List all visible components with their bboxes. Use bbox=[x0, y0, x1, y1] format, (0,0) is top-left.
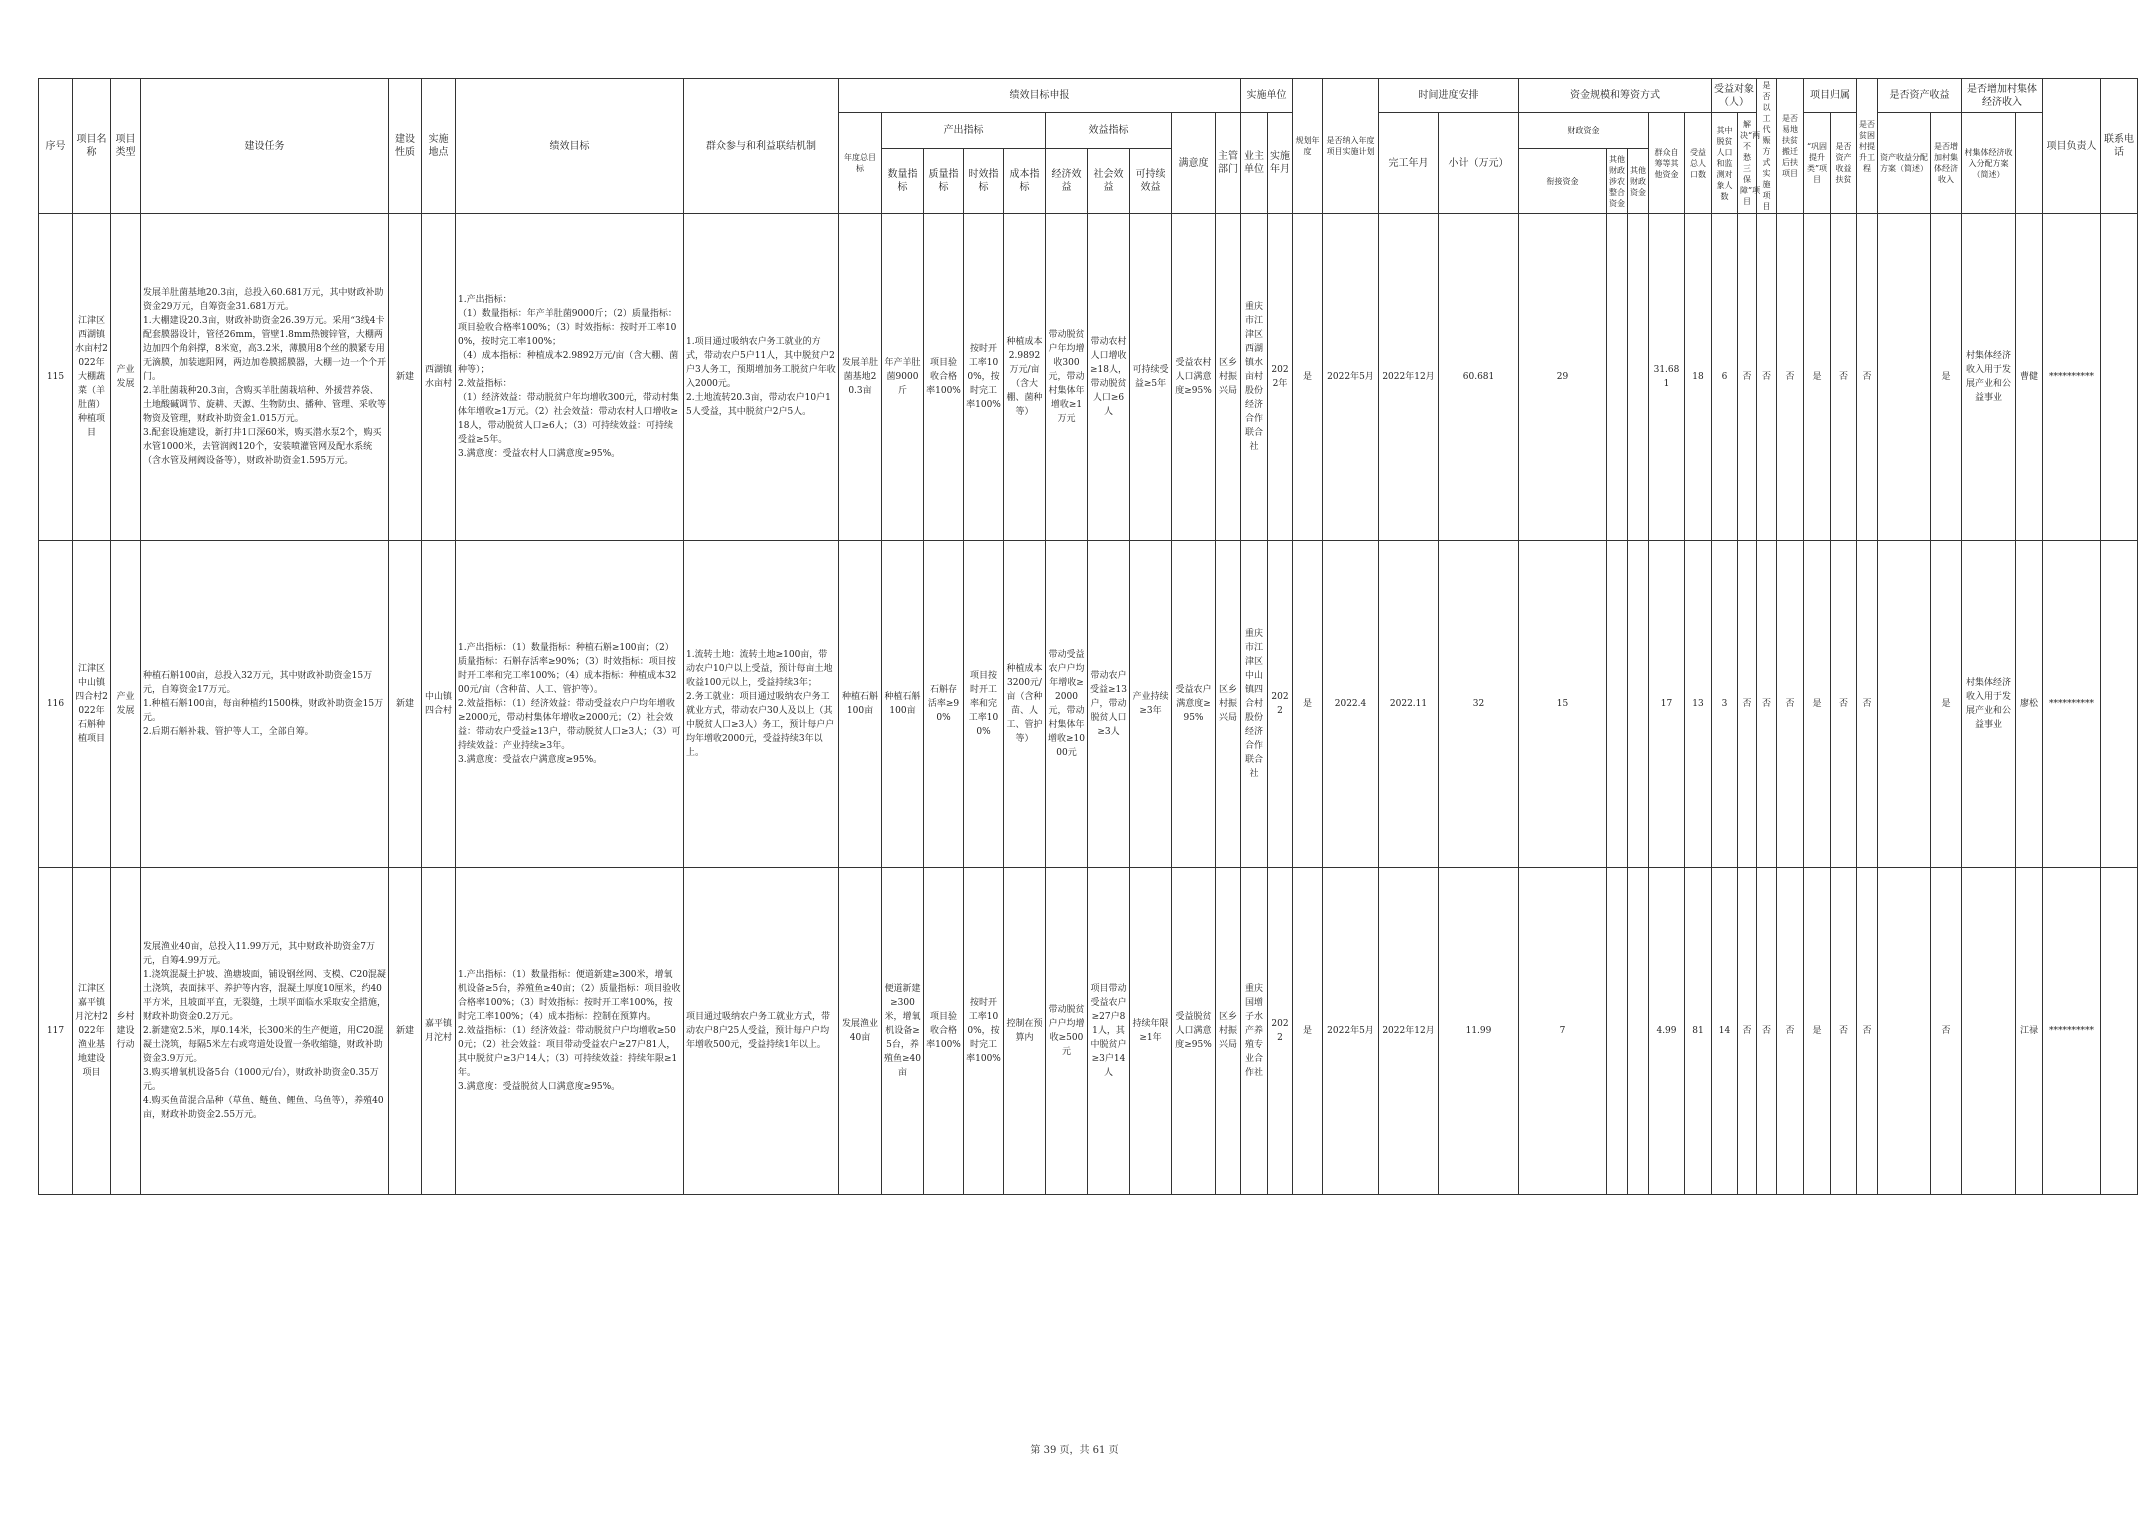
cell-remark bbox=[2101, 214, 2138, 541]
cell-subtotal: 11.99 bbox=[1439, 868, 1519, 1195]
cell-type: 产业发展 bbox=[111, 214, 141, 541]
header-asset-group: 是否资产收益 bbox=[1878, 79, 1962, 113]
header-econ: 经济效益 bbox=[1046, 149, 1088, 214]
cell-type: 产业发展 bbox=[111, 541, 141, 868]
header-perf-group: 绩效目标申报 bbox=[839, 79, 1241, 113]
cell-fiscal-link: 15 bbox=[1519, 541, 1607, 868]
cell-asset-plan bbox=[1878, 214, 1931, 541]
cell-collective-flag: 是 bbox=[1931, 214, 1962, 541]
header-collective-group: 是否增加村集体经济收入 bbox=[1962, 79, 2043, 113]
cell-qty: 种植石斛100亩 bbox=[882, 541, 924, 868]
header-name: 项目名称 bbox=[73, 79, 111, 214]
cell-cost: 种植成本2.9892万元/亩（含大棚、菌种等） bbox=[1004, 214, 1046, 541]
cell-owner: 江禄 bbox=[2016, 868, 2043, 1195]
cell-benef-total: 81 bbox=[1685, 868, 1712, 1195]
cell-owner: 曹健 bbox=[2016, 214, 2043, 541]
cell-workrelief: 否 bbox=[1738, 541, 1757, 868]
header-social: 社会效益 bbox=[1088, 149, 1130, 214]
cell-remark bbox=[2101, 541, 2138, 868]
cell-sustain: 持续年限≥1年 bbox=[1130, 868, 1172, 1195]
cell-social: 带动农户受益≥13户，带动脱贫人口≥3人 bbox=[1088, 541, 1130, 868]
cell-collective-plan bbox=[1962, 868, 2016, 1195]
cell-included: 是 bbox=[1293, 214, 1323, 541]
header-annual-goal: 年度总目标 bbox=[839, 113, 882, 214]
cell-start: 2022年5月 bbox=[1323, 868, 1379, 1195]
cell-unit-owner: 重庆市江津区中山镇四合村股份经济合作联合社 bbox=[1241, 541, 1268, 868]
cell-assist-south: 否 bbox=[1757, 868, 1777, 1195]
header-type: 项目类型 bbox=[111, 79, 141, 214]
header-cost: 成本指标 bbox=[1004, 149, 1046, 214]
cell-collective-flag: 是 bbox=[1931, 541, 1962, 868]
header-qty: 数量指标 bbox=[882, 149, 924, 214]
cell-finish: 2022.11 bbox=[1379, 541, 1439, 868]
cell-name: 江津区嘉平镇月沱村2022年渔业基地建设项目 bbox=[73, 868, 111, 1195]
cell-unit-dept: 区乡村振兴局 bbox=[1216, 214, 1241, 541]
header-quality: 质量指标 bbox=[924, 149, 964, 214]
cell-plan-year: 2022 bbox=[1268, 541, 1293, 868]
cell-plan-year: 2022 bbox=[1268, 868, 1293, 1195]
table-header bbox=[39, 79, 2138, 214]
cell-fiscal-other-agri bbox=[1607, 541, 1628, 868]
header-benef-poor: 其中脱贫人口和监测对象人数 bbox=[1712, 113, 1738, 214]
cell-included: 是 bbox=[1293, 541, 1323, 868]
cell-quality: 项目验收合格率100% bbox=[924, 214, 964, 541]
cell-finish: 2022年12月 bbox=[1379, 868, 1439, 1195]
cell-self-raised: 4.99 bbox=[1649, 868, 1685, 1195]
header-asset-plan: 资产收益分配方案（简述） bbox=[1878, 113, 1931, 214]
page-footer: 第 39 页，共 61 页 bbox=[1030, 1445, 1119, 1456]
cell-village-flag: 否 bbox=[1831, 541, 1857, 868]
cell-asset-plan bbox=[1878, 541, 1931, 868]
cell-finish: 2022年12月 bbox=[1379, 214, 1439, 541]
cell-quality: 项目验收合格率100% bbox=[924, 868, 964, 1195]
table-body bbox=[39, 214, 2138, 1195]
cell-time: 按时开工率100%，按时完工率100% bbox=[964, 868, 1004, 1195]
header-benefit-group: 效益指标 bbox=[1046, 113, 1172, 149]
header-output-group: 产出指标 bbox=[882, 113, 1046, 149]
project-table bbox=[38, 78, 2138, 1195]
cell-satisfaction: 受益农户满意度≥95% bbox=[1172, 541, 1216, 868]
header-phone: 联系电话 bbox=[2101, 79, 2138, 214]
cell-social: 带动农村人口增收≥18人，带动脱贫人口≥6人 bbox=[1088, 214, 1130, 541]
cell-location: 嘉平镇月沱村 bbox=[422, 868, 456, 1195]
cell-self-raised: 17 bbox=[1649, 541, 1685, 868]
cell-qty: 年产羊肚菌9000斤 bbox=[882, 214, 924, 541]
cell-fiscal-other bbox=[1628, 541, 1649, 868]
cell-annual-goal: 发展羊肚菌基地20.3亩 bbox=[839, 214, 882, 541]
cell-goal: 1.产出指标：（1）数量指标：便道新建≥300米，增氧机设备≥5台，养殖鱼≥40亩；（2）质量指标：项目验收合格率100%；（3）时效指标：按时开工率100%，按时完工率100%；（4）成本指标：控制在预算内。 2.效益指标：（1）经济效益：带动脱贫户户均增收≥500元；（2）社会效益：项目带动受益农户≥27户81人，其中脱贫户≥3户14人；（3）可持续效益：持续年限≥1年。 3.满意度：受益脱贫人口满意度≥95%。 bbox=[456, 868, 684, 1195]
cell-time: 项目按时开工率和完工率100% bbox=[964, 541, 1004, 868]
cell-village-flag: 否 bbox=[1831, 868, 1857, 1195]
header-owner: 项目负责人 bbox=[2043, 79, 2101, 214]
cell-name: 江津区中山镇四合村2022年石斛种植项目 bbox=[73, 541, 111, 868]
header-fiscal-group: 财政资金 bbox=[1519, 113, 1649, 149]
header-workrelief: 是否以工代赈方式实施项目 bbox=[1757, 79, 1777, 214]
table-row bbox=[39, 541, 2138, 868]
cell-benef-poor: 14 bbox=[1712, 868, 1738, 1195]
header-time: 时效指标 bbox=[964, 149, 1004, 214]
cell-cost: 控制在预算内 bbox=[1004, 868, 1046, 1195]
cell-collective-plan: 村集体经济收入用于发展产业和公益事业 bbox=[1962, 541, 2016, 868]
header-benef-total: 受益总人口数 bbox=[1685, 113, 1712, 214]
cell-type: 乡村建设行动 bbox=[111, 868, 141, 1195]
header-schedule-group: 时间进度安排 bbox=[1379, 79, 1519, 113]
cell-mech: 1.项目通过吸纳农户务工就业的方式，带动农户5户11人，其中脱贫户2户3人务工，预期增加务工脱贫户年收入2000元。 2.土地流转20.3亩，带动农户10户15人受益，其中脱贫户2户5人。 bbox=[684, 214, 839, 541]
header-funds-group: 资金规模和筹资方式 bbox=[1519, 79, 1712, 113]
cell-workrelief: 否 bbox=[1738, 868, 1757, 1195]
cell-phone: ********** bbox=[2043, 214, 2101, 541]
header-liang-bu: 解决“两不愁三保障”项目 bbox=[1738, 113, 1757, 214]
cell-econ: 带动受益农户户均年增收≥2000元，带动村集体年增收≥1000元 bbox=[1046, 541, 1088, 868]
cell-task: 发展渔业40亩，总投入11.99万元，其中财政补助资金7万元，自筹4.99万元。 1.浇筑混凝土护坡、渔塘坡面，铺设钢丝网、支模、C20混凝土浇筑，表面抹平、养护等内容，混凝土厚度10厘米，约40平方米，且坡面平直，无裂缝，土坝平面临水采取安全措施，财政补助资金0.2万元。 2.新建宽2.5米，厚0.14米，长300米的生产便道，用C20混凝土浇筑，每隔5米左右或弯道处设置一条收缩缝，财政补助资金3.9万元。 3.购买增氧机设备5台（1000元/台），财政补助资金0.35万元。 4.购买鱼苗混合品种（草鱼、鲢鱼、鲤鱼、乌鱼等），养殖40亩，财政补助资金2.55万元。 bbox=[141, 868, 389, 1195]
cell-plan-year: 2022年 bbox=[1268, 214, 1293, 541]
cell-fiscal-link: 7 bbox=[1519, 868, 1607, 1195]
cell-assist-south: 否 bbox=[1757, 214, 1777, 541]
cell-goal: 1.产出指标： （1）数量指标：年产羊肚菌9000斤；（2）质量指标：项目验收合格率100%；（3）时效指标：按时开工率100%，按时完工率100%； （4）成本指标：种植成本2.9892万元/亩（含大棚、菌种等）； 2.效益指标： （1）经济效益：带动脱贫户年均增收300元，带动村集体年增收≥1万元。（2）社会效益：带动农村人口增收≥18人，带动脱贫人口≥6人；（3）可持续效益：可持续受益≥5年。 3.满意度：受益农村人口满意度≥95%。 bbox=[456, 214, 684, 541]
cell-benef-total: 13 bbox=[1685, 541, 1712, 868]
header-village-flag: 是否贫困村提升工程 bbox=[1857, 79, 1878, 214]
cell-seq: 116 bbox=[39, 541, 73, 868]
cell-fiscal-other-agri bbox=[1607, 214, 1628, 541]
cell-workrelief: 否 bbox=[1738, 214, 1757, 541]
header-unit-group: 实施单位 bbox=[1241, 79, 1293, 113]
header-included: 是否纳入年度项目实施计划 bbox=[1323, 79, 1379, 214]
cell-gonggu: 是 bbox=[1804, 868, 1831, 1195]
cell-fiscal-other bbox=[1628, 214, 1649, 541]
cell-self-raised: 31.681 bbox=[1649, 214, 1685, 541]
cell-nature: 新建 bbox=[389, 541, 422, 868]
cell-asset-support: 否 bbox=[1857, 214, 1878, 541]
cell-assist-south: 否 bbox=[1757, 541, 1777, 868]
cell-annual-goal: 发展渔业40亩 bbox=[839, 868, 882, 1195]
cell-satisfaction: 受益农村人口满意度≥95% bbox=[1172, 214, 1216, 541]
cell-asset-support: 否 bbox=[1857, 541, 1878, 868]
cell-unit-owner: 重庆国增子水产养殖专业合作社 bbox=[1241, 868, 1268, 1195]
cell-time: 按时开工率100%，按时完工率100% bbox=[964, 214, 1004, 541]
cell-fiscal-link: 29 bbox=[1519, 214, 1607, 541]
cell-fiscal-other bbox=[1628, 868, 1649, 1195]
cell-econ: 带动脱贫户年均增收300元，带动村集体年增收≥1万元 bbox=[1046, 214, 1088, 541]
cell-goal: 1.产出指标：（1）数量指标：种植石斛≥100亩；（2）质量指标：石斛存活率≥90%；（3）时效指标：项目按时开工率和完工率100%；（4）成本指标：种植成本3200元/亩（含种苗、人工、管护等）。 2.效益指标：（1）经济效益：带动受益农户户均年增收≥2000元，带动村集体年增收≥2000元；（2）社会效益：带动农户受益≥13户，带动脱贫人口≥3人；（3）可持续效益：产业持续≥3年。 3.满意度：受益农户满意度≥95%。 bbox=[456, 541, 684, 868]
header-sustain: 可持续效益 bbox=[1130, 149, 1172, 214]
header-seq: 序号 bbox=[39, 79, 73, 214]
cell-location: 西湖镇水亩村 bbox=[422, 214, 456, 541]
cell-annual-goal: 种植石斛100亩 bbox=[839, 541, 882, 868]
cell-name: 江津区西湖镇水亩村2022年大棚蔬菜（羊肚菌）种植项目 bbox=[73, 214, 111, 541]
cell-task: 发展羊肚菌基地20.3亩，总投入60.681万元，其中财政补助资金29万元，自筹资金31.681万元。 1.大棚建设20.3亩，财政补助资金26.39万元。采用“3线4卡配套膜器设计，管径26mm，管壁1.8mm热镀锌管，大棚两边加四个角斜撑，8米宽，高3.2米，薄膜用8个丝的膜紧专用无滴膜，加装遮阳网，两边加卷膜摇膜器，大棚一边一个个开门。 2.羊肚菌栽种20.3亩，含购买羊肚菌栽培种、外援营养袋、土地酸碱调节、旋耕、天源、生物防虫、播种、管理、采收等物资及管理，财政补助资金1.015万元。 3.配套设施建设，新打井1口深60米，购买潜水泵2个，购买水管1000米，去管润阀120个，安装喷灌管网及配水系统（含水管及闸阀设备等），财政补助资金1.595万元。 bbox=[141, 214, 389, 541]
header-fiscal-other-agri: 其他财政涉农整合资金 bbox=[1607, 149, 1628, 214]
cell-benef-total: 18 bbox=[1685, 214, 1712, 541]
cell-asset-plan bbox=[1878, 868, 1931, 1195]
cell-village-flag: 否 bbox=[1831, 214, 1857, 541]
cell-unit-dept: 区乡村振兴局 bbox=[1216, 868, 1241, 1195]
cell-start: 2022年5月 bbox=[1323, 214, 1379, 541]
header-fiscal-other: 其他财政资金 bbox=[1628, 149, 1649, 214]
cell-seq: 117 bbox=[39, 868, 73, 1195]
cell-collective-flag: 否 bbox=[1931, 868, 1962, 1195]
header-collective-flag: 是否增加村集体经济收入 bbox=[1931, 113, 1962, 214]
cell-benef-poor: 6 bbox=[1712, 214, 1738, 541]
header-location: 实施地点 bbox=[422, 79, 456, 214]
cell-sustain: 可持续受益≥5年 bbox=[1130, 214, 1172, 541]
header-satisfaction: 满意度 bbox=[1172, 113, 1216, 214]
cell-task: 种植石斛100亩，总投入32万元，其中财政补助资金15万元，自筹资金17万元。 1.种植石斛100亩，每亩种植约1500株，财政补助资金15万元。 2.后期石斛补栽、管护等人工，全部自筹。 bbox=[141, 541, 389, 868]
cell-benef-poor: 3 bbox=[1712, 541, 1738, 868]
cell-cost: 种植成本3200元/亩（含种苗、人工、管护等） bbox=[1004, 541, 1046, 868]
cell-subtotal: 60.681 bbox=[1439, 214, 1519, 541]
cell-nature: 新建 bbox=[389, 868, 422, 1195]
cell-satisfaction: 受益脱贫人口满意度≥95% bbox=[1172, 868, 1216, 1195]
header-fiscal-link: 衔接资金 bbox=[1519, 149, 1607, 214]
cell-qty: 便道新建≥300米，增氧机设备≥5台，养殖鱼≥40亩 bbox=[882, 868, 924, 1195]
cell-liang-bu: 否 bbox=[1777, 214, 1804, 541]
header-nature: 建设性质 bbox=[389, 79, 422, 214]
header-gonggu: “巩固提升类”项目 bbox=[1804, 113, 1831, 214]
cell-mech: 1.流转土地：流转土地≥100亩，带动农户10户以上受益，预计每亩土地收益100元以上，受益持续3年； 2.务工就业：项目通过吸纳农户务工就业方式，带动农户30人及以上（其中脱贫人口≥3人）务工，预计每户户均年增收2000元，受益持续3年以上。 bbox=[684, 541, 839, 868]
cell-phone: ********** bbox=[2043, 868, 2101, 1195]
header-collective-plan: 村集体经济收入分配方案（简述） bbox=[1962, 113, 2016, 214]
header-finish: 完工年月 bbox=[1379, 113, 1439, 214]
cell-gonggu: 是 bbox=[1804, 214, 1831, 541]
table-row bbox=[39, 868, 2138, 1195]
header-task: 建设任务 bbox=[141, 79, 389, 214]
cell-location: 中山镇四合村 bbox=[422, 541, 456, 868]
cell-liang-bu: 否 bbox=[1777, 541, 1804, 868]
cell-quality: 石斛存活率≥90% bbox=[924, 541, 964, 868]
table-row bbox=[39, 214, 2138, 541]
header-unit-dept: 主管部门 bbox=[1216, 113, 1241, 214]
header-benef-group: 受益对象（人） bbox=[1712, 79, 1757, 113]
cell-included: 是 bbox=[1293, 868, 1323, 1195]
header-asset-support: 是否资产收益扶贫 bbox=[1831, 113, 1857, 214]
header-start: 实施年月 bbox=[1268, 113, 1293, 214]
header-self-raised: 群众自筹等其他资金 bbox=[1649, 113, 1685, 214]
cell-unit-owner: 重庆市江津区西湖镇水亩村股份经济合作联合社 bbox=[1241, 214, 1268, 541]
cell-phone: ********** bbox=[2043, 541, 2101, 868]
cell-start: 2022.4 bbox=[1323, 541, 1379, 868]
header-goal: 绩效目标 bbox=[456, 79, 684, 214]
cell-remark bbox=[2101, 868, 2138, 1195]
cell-owner: 廖松 bbox=[2016, 541, 2043, 868]
cell-gonggu: 是 bbox=[1804, 541, 1831, 868]
header-mech: 群众参与和利益联结机制 bbox=[684, 79, 839, 214]
header-unit-owner: 业主单位 bbox=[1241, 113, 1268, 214]
cell-econ: 带动脱贫户户均增收≥500元 bbox=[1046, 868, 1088, 1195]
cell-sustain: 产业持续≥3年 bbox=[1130, 541, 1172, 868]
cell-mech: 项目通过吸纳农户务工就业方式，带动农户8户25人受益，预计每户户均年增收500元，受益持续1年以上。 bbox=[684, 868, 839, 1195]
header-subtotal: 小计（万元） bbox=[1439, 113, 1519, 214]
cell-fiscal-other-agri bbox=[1607, 868, 1628, 1195]
header-ownership-group: 项目归属 bbox=[1804, 79, 1857, 113]
cell-subtotal: 32 bbox=[1439, 541, 1519, 868]
header-plan-year: 规划年度 bbox=[1293, 79, 1323, 214]
cell-seq: 115 bbox=[39, 214, 73, 541]
cell-liang-bu: 否 bbox=[1777, 868, 1804, 1195]
header-assist-south: 是否易地扶贫搬迁后扶项目 bbox=[1777, 79, 1804, 214]
cell-nature: 新建 bbox=[389, 214, 422, 541]
cell-collective-plan: 村集体经济收入用于发展产业和公益事业 bbox=[1962, 214, 2016, 541]
cell-social: 项目带动受益农户≥27户81人，其中脱贫户≥3户14人 bbox=[1088, 868, 1130, 1195]
cell-unit-dept: 区乡村振兴局 bbox=[1216, 541, 1241, 868]
cell-asset-support: 否 bbox=[1857, 868, 1878, 1195]
